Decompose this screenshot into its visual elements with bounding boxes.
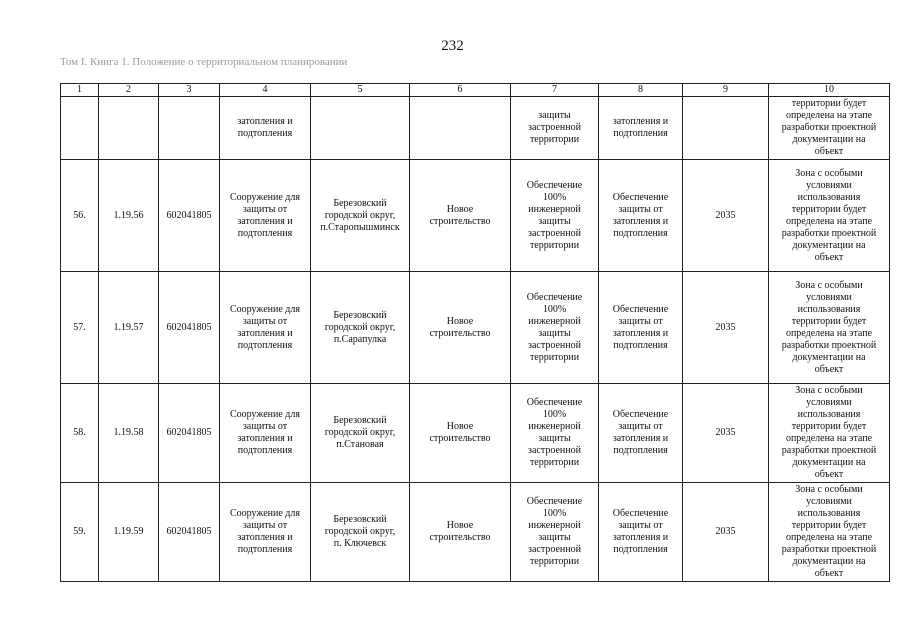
column-header: 10 — [769, 84, 890, 97]
objects-table — [60, 83, 890, 582]
cell-zone: Зона с особыми условиями использования территории будет определена на этапе разработки проектной документации на объект — [769, 272, 890, 384]
column-header: 9 — [683, 84, 769, 97]
cell-empty — [311, 97, 410, 160]
cell-status: Новое строительство — [410, 483, 511, 582]
cell-code: 1.19.56 — [99, 160, 159, 272]
table-row — [61, 483, 890, 582]
cell-status: Новое строительство — [410, 384, 511, 483]
cell-empty — [61, 97, 99, 160]
cell-year: 2035 — [683, 272, 769, 384]
column-header: 4 — [220, 84, 311, 97]
column-header: 3 — [159, 84, 220, 97]
cell-number: 57. — [61, 272, 99, 384]
cell-characteristic: затопления и подтопления — [599, 97, 683, 160]
table-row — [61, 384, 890, 483]
cell-id: 602041805 — [159, 384, 220, 483]
cell-empty — [159, 97, 220, 160]
cell-year: 2035 — [683, 483, 769, 582]
cell-location: Березовский городской округ, п. Ключевск — [311, 483, 410, 582]
cell-number: 59. — [61, 483, 99, 582]
cell-number: 58. — [61, 384, 99, 483]
cell-purpose: Обеспечение 100% инженерной защиты застроенной территории — [511, 483, 599, 582]
cell-empty — [683, 97, 769, 160]
cell-name: затопления и подтопления — [220, 97, 311, 160]
cell-status: Новое строительство — [410, 160, 511, 272]
cell-number: 56. — [61, 160, 99, 272]
cell-code: 1.19.57 — [99, 272, 159, 384]
column-header: 2 — [99, 84, 159, 97]
cell-name: Сооружение для защиты от затопления и подтопления — [220, 384, 311, 483]
cell-characteristic: Обеспечение защиты от затопления и подтопления — [599, 160, 683, 272]
cell-purpose: Обеспечение 100% инженерной защиты застроенной территории — [511, 160, 599, 272]
cell-id: 602041805 — [159, 272, 220, 384]
cell-purpose: защиты застроенной территории — [511, 97, 599, 160]
column-header: 5 — [311, 84, 410, 97]
table-header-row — [61, 84, 890, 97]
cell-characteristic: Обеспечение защиты от затопления и подтопления — [599, 384, 683, 483]
cell-characteristic: Обеспечение защиты от затопления и подтопления — [599, 483, 683, 582]
cell-location: Березовский городской округ, п.Сарапулка — [311, 272, 410, 384]
cell-id: 602041805 — [159, 483, 220, 582]
cell-zone: Зона с особыми условиями использования территории будет определена на этапе разработки проектной документации на объект — [769, 384, 890, 483]
cell-year: 2035 — [683, 160, 769, 272]
cell-zone: Зона с особыми условиями использования территории будет определена на этапе разработки проектной документации на объект — [769, 160, 890, 272]
cell-location: Березовский городской округ, п.Становая — [311, 384, 410, 483]
cell-name: Сооружение для защиты от затопления и подтопления — [220, 483, 311, 582]
cell-purpose: Обеспечение 100% инженерной защиты застроенной территории — [511, 384, 599, 483]
cell-name: Сооружение для защиты от затопления и подтопления — [220, 160, 311, 272]
cell-code: 1.19.58 — [99, 384, 159, 483]
cell-characteristic: Обеспечение защиты от затопления и подтопления — [599, 272, 683, 384]
column-header: 1 — [61, 84, 99, 97]
running-header: Том I. Книга 1. Положение о территориальном планировании — [60, 56, 348, 68]
cell-zone: Зона с особыми условиями использования территории будет определена на этапе разработки проектной документации на объект — [769, 483, 890, 582]
cell-name: Сооружение для защиты от затопления и подтопления — [220, 272, 311, 384]
cell-id: 602041805 — [159, 160, 220, 272]
table-row — [61, 272, 890, 384]
table-row-continuation — [61, 97, 890, 160]
cell-location: Березовский городской округ, п.Старопышминск — [311, 160, 410, 272]
cell-code: 1.19.59 — [99, 483, 159, 582]
column-header: 7 — [511, 84, 599, 97]
cell-year: 2035 — [683, 384, 769, 483]
column-header: 8 — [599, 84, 683, 97]
column-header: 6 — [410, 84, 511, 97]
cell-status: Новое строительство — [410, 272, 511, 384]
cell-empty — [99, 97, 159, 160]
page-number: 232 — [441, 38, 464, 54]
cell-zone: территории будет определена на этапе разработки проектной документации на объект — [769, 97, 890, 160]
table-row — [61, 160, 890, 272]
cell-purpose: Обеспечение 100% инженерной защиты застроенной территории — [511, 272, 599, 384]
cell-empty — [410, 97, 511, 160]
